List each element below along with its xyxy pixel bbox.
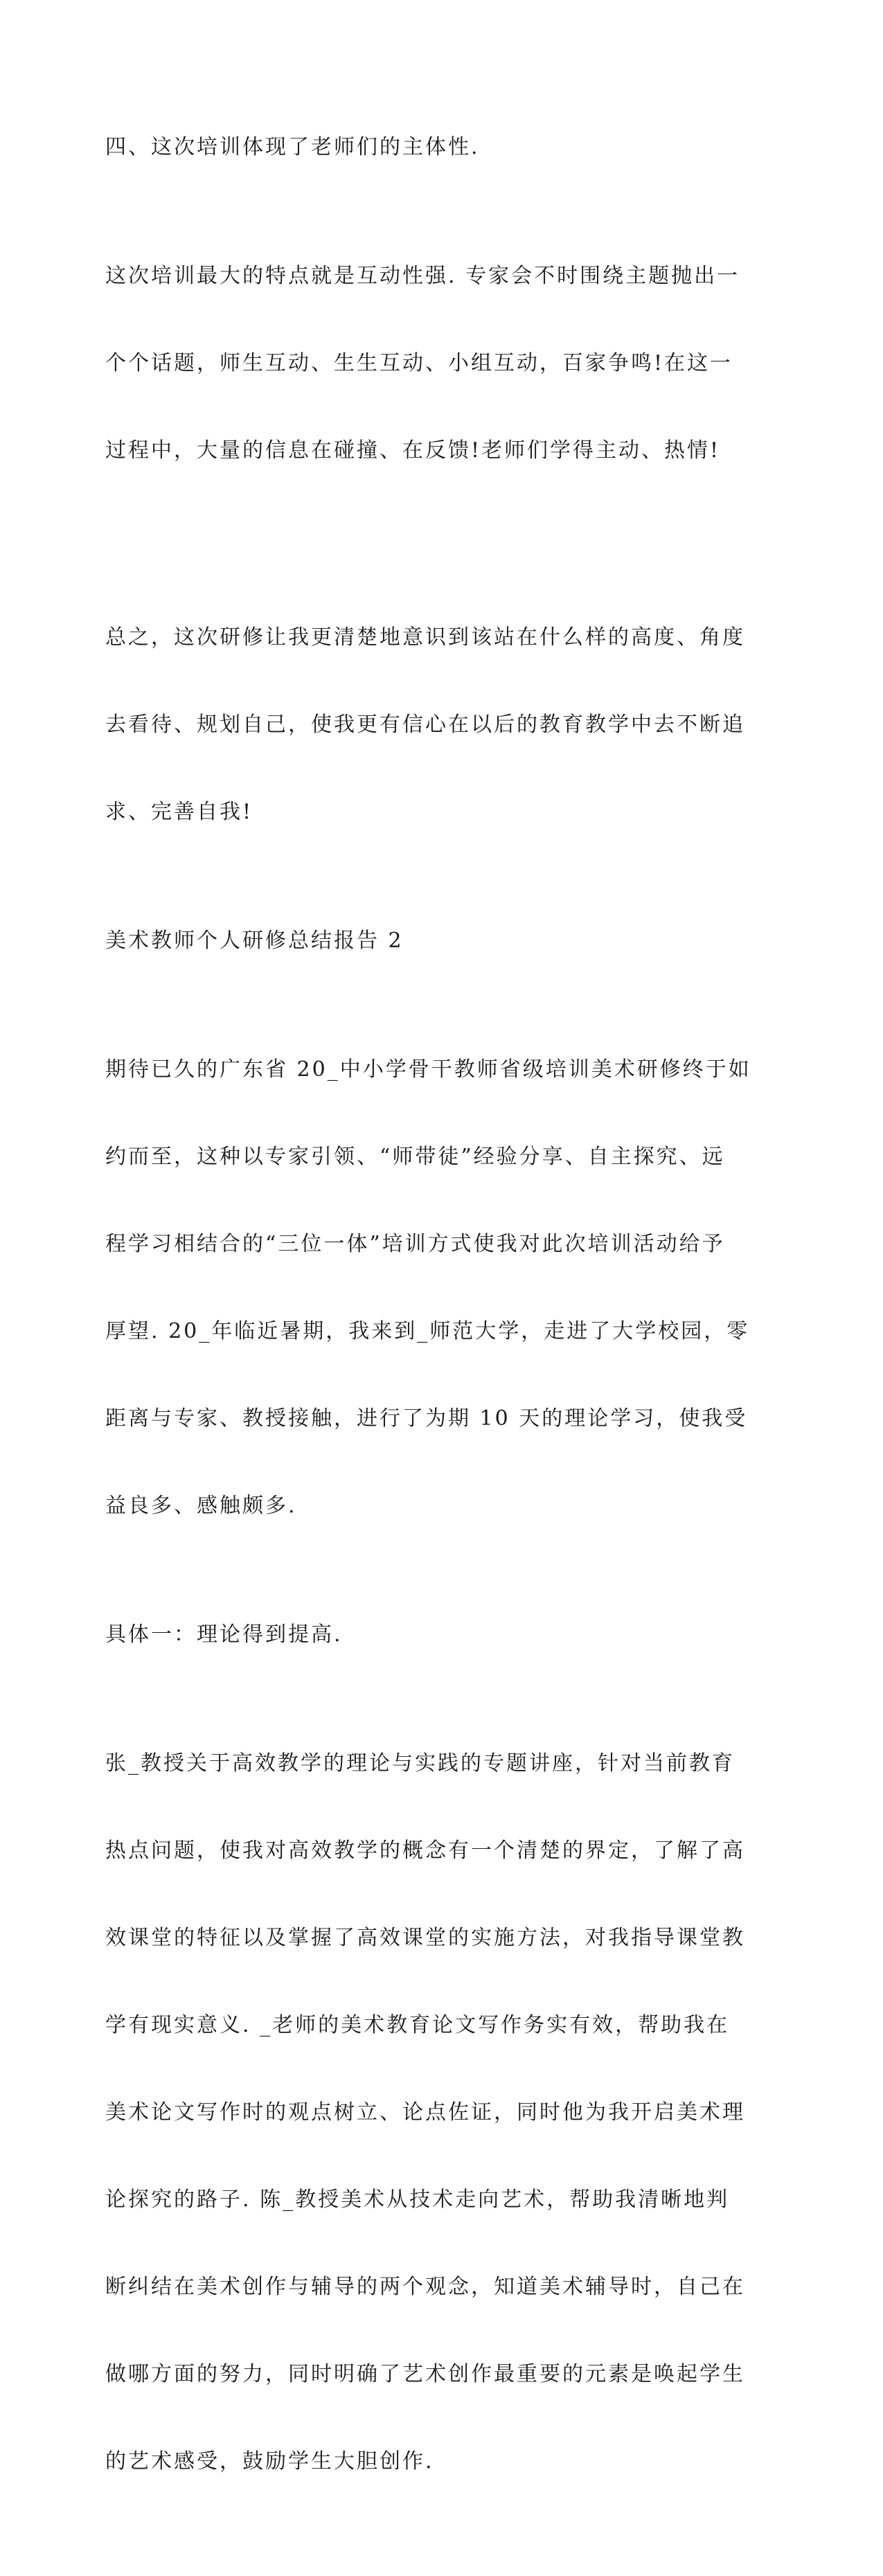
paragraph-introduction [105,997,749,1579]
paragraph-interaction [105,204,749,524]
text-line: 距离与专家、教授接触，进行了为期 10 天的理论学习，使我受 [105,1406,748,1431]
text-line: 学有现实意义. _老师的美术教育论文写作务实有效，帮助我在 [105,2013,730,2037]
text-line: 求、完善自我! [105,800,253,824]
paragraph-lectures [105,1691,749,2534]
text-line: 张_教授关于高效教学的理论与实践的专题讲座，针对当前教育 [105,1751,735,1776]
text-line: 程学习相结合的“三位一体”培训方式使我对此次培训活动给予 [105,1232,725,1256]
text-line: 的艺术感受，鼓励学生大胆创作. [105,2449,434,2474]
text-line: 期待已久的广东省 20_中小学骨干教师省级培训美术研修终于如 [105,1057,751,1082]
text-line: 约而至，这种以专家引领、“师带徒”经验分享、自主探究、远 [105,1145,725,1169]
text-line: 论探究的路子. 陈_教授美术从技术走向艺术，帮助我清晰地判 [105,2188,730,2212]
section-heading-theory [105,1620,749,1649]
text-line: 美术论文写作时的观点树立、论点佐证，同时他为我开启美术理 [105,2100,745,2125]
text-line: 美术教师个人研修总结报告 2 [105,929,404,953]
text-line: 这次培训最大的特点就是互动性强. 专家会不时围绕主题抛出一 [105,264,740,288]
text-line: 具体一：理论得到提高. [105,1622,343,1647]
text-line: 过程中，大量的信息在碰撞、在反馈!老师们学得主动、热情! [105,438,721,463]
text-line: 益良多、感触颇多. [105,1494,297,1518]
paragraph-conclusion [105,565,749,885]
section-heading-subject [105,133,749,162]
text-line: 四、这次培训体现了老师们的主体性. [105,135,480,159]
text-line: 个个话题，师生互动、生生互动、小组互动，百家争鸣!在这一 [105,351,733,375]
text-line: 热点问题，使我对高效教学的概念有一个清楚的界定，了解了高 [105,1839,745,1863]
text-line: 做哪方面的努力，同时明确了艺术创作最重要的元素是唤起学生 [105,2362,745,2386]
text-line: 效课堂的特征以及掌握了高效课堂的实施方法，对我指导课堂教 [105,1926,745,1950]
report-title-2 [105,927,749,956]
text-line: 去看待、规划自己，使我更有信心在以后的教育教学中去不断追 [105,713,745,737]
text-line: 厚望. 20_年临近暑期，我来到_师范大学，走进了大学校园，零 [105,1319,750,1343]
text-line: 总之，这次研修让我更清楚地意识到该站在什么样的高度、角度 [105,625,745,650]
text-line: 断纠结在美术创作与辅导的两个观念，知道美术辅导时，自己在 [105,2275,745,2299]
document-body [105,133,749,2576]
